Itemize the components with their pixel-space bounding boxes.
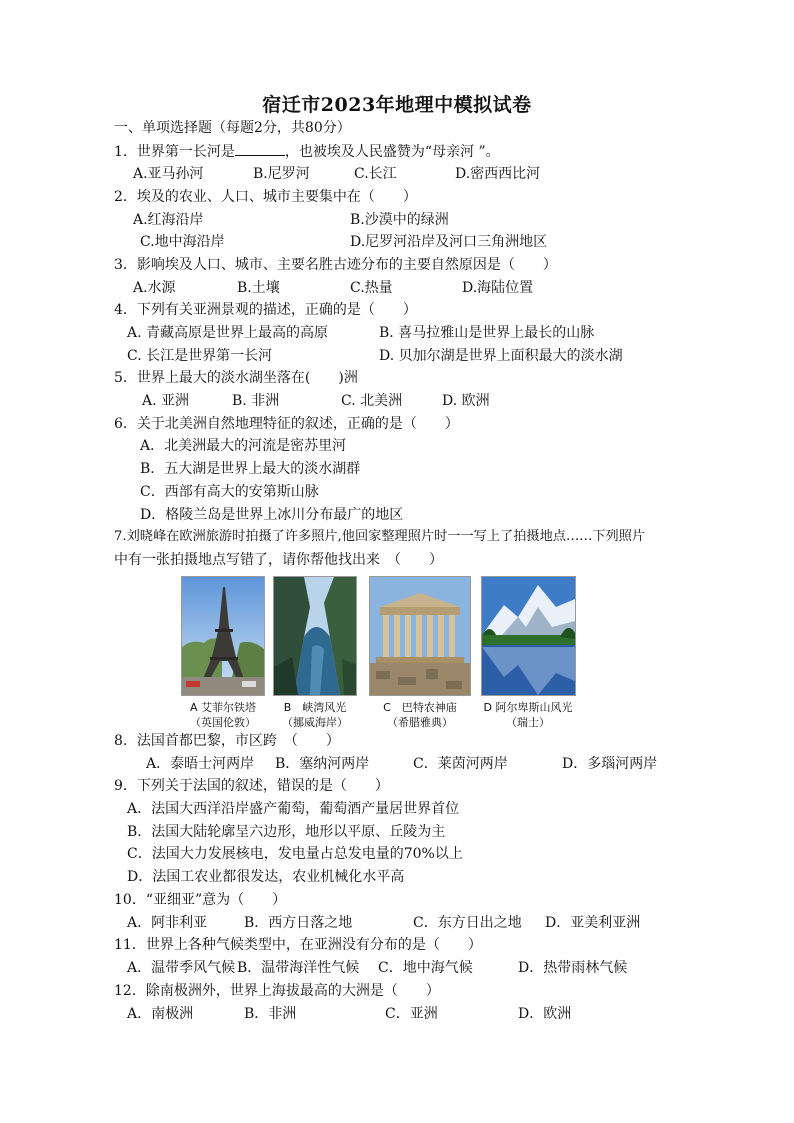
q1-option-b: B.尼罗河 bbox=[253, 166, 310, 182]
q5-option-d: D. 欧洲 bbox=[442, 393, 490, 409]
q10-option-d: D．亚美利亚洲 bbox=[545, 915, 641, 931]
question-12-stem: 12．除南极洲外，世界上海拔最高的大洲是（ ） bbox=[114, 983, 440, 999]
q3-option-b: B.土壤 bbox=[237, 280, 280, 296]
photo-eiffel-tower bbox=[181, 576, 265, 696]
question-2-stem: 2．埃及的农业、人口、城市主要集中在（ ） bbox=[114, 189, 417, 205]
q3-option-a: A.水源 bbox=[133, 280, 176, 296]
q12-option-b: B．非洲 bbox=[244, 1006, 297, 1022]
q2-option-d: D.尼罗河沿岸及河口三角洲地区 bbox=[350, 234, 548, 250]
q8-option-c: C．莱茵河两岸 bbox=[413, 756, 508, 772]
q6-option-a: A．北美洲最大的河流是密苏里河 bbox=[140, 438, 347, 454]
question-8-stem: 8．法国首都巴黎，市区跨 （ ） bbox=[114, 733, 340, 749]
q5-option-b: B. 非洲 bbox=[232, 393, 280, 409]
q1-stem-part2: ，也被埃及人民盛赞为“母亲河 ”。 bbox=[284, 144, 500, 160]
photo-b-caption: B 峡湾风光 bbox=[283, 701, 347, 714]
q11-option-c: C．地中海气候 bbox=[378, 960, 473, 976]
q5-option-a: A. 亚洲 bbox=[142, 393, 190, 409]
q9-option-c: C．法国大力发展核电，发电量占总发电量的70%以上 bbox=[127, 846, 463, 862]
q10-option-c: C．东方日出之地 bbox=[413, 915, 522, 931]
photo-a-location: （英国伦敦） bbox=[190, 716, 256, 729]
q1-option-a: A.亚马孙河 bbox=[133, 166, 204, 182]
q2-option-a: A.红海沿岸 bbox=[133, 212, 204, 228]
question-4-stem: 4．下列有关亚洲景观的描述，正确的是（ ） bbox=[114, 302, 417, 318]
q4-option-b: B. 喜马拉雅山是世界上最长的山脉 bbox=[379, 325, 595, 341]
q8-option-a: A．泰晤士河两岸 bbox=[146, 756, 255, 772]
question-1-stem bbox=[114, 141, 500, 162]
q10-option-a: A．阿非利亚 bbox=[127, 915, 208, 931]
q1-option-d: D.密西西比河 bbox=[455, 166, 541, 182]
section-heading: 一、单项选择题（每题2分，共80分） bbox=[114, 120, 351, 136]
q2-option-c: C.地中海沿岸 bbox=[140, 234, 225, 250]
q11-option-d: D．热带雨林气候 bbox=[518, 960, 628, 976]
q8-option-d: D．多瑙河两岸 bbox=[562, 756, 658, 772]
q6-option-b: B．五大湖是世界上最大的淡水湖群 bbox=[140, 461, 361, 477]
question-7-stem-line2: 中有一张拍摄地点写错了，请你帮他找出来 （ ） bbox=[114, 552, 443, 568]
question-9-stem: 9．下列关于法国的叙述，错误的是（ ） bbox=[114, 778, 389, 794]
page-title: 宿迁市2023年地理中模拟试卷 bbox=[262, 94, 532, 116]
question-10-stem: 10．“亚细亚”意为（ ） bbox=[114, 892, 287, 908]
q9-option-d: D．法国工农业都很发达，农业机械化水平高 bbox=[127, 869, 405, 885]
photo-d-location: （瑞士） bbox=[506, 716, 550, 729]
photo-a-caption: A 艾菲尔铁塔 bbox=[189, 701, 257, 714]
q2-option-b: B.沙漠中的绿洲 bbox=[350, 212, 449, 228]
q11-option-b: B．温带海洋性气候 bbox=[237, 960, 360, 976]
q12-option-c: C．亚洲 bbox=[385, 1006, 438, 1022]
question-5-stem: 5．世界上最大的淡水湖坐落在( )洲 bbox=[114, 370, 358, 386]
photo-c-caption: C 巴特农神庙 bbox=[383, 701, 457, 714]
q12-option-d: D．欧洲 bbox=[518, 1006, 572, 1022]
q8-option-b: B．塞纳河两岸 bbox=[275, 756, 370, 772]
q4-option-c: C. 长江是世界第一长河 bbox=[127, 348, 273, 364]
photo-d-caption: D 阿尔卑斯山风光 bbox=[483, 701, 573, 714]
q6-option-c: C．西部有高大的安第斯山脉 bbox=[140, 484, 319, 500]
question-6-stem: 6．关于北美洲自然地理特征的叙述，正确的是（ ） bbox=[114, 416, 459, 432]
q3-option-c: C.热量 bbox=[350, 280, 393, 296]
q12-option-a: A．南极洲 bbox=[127, 1006, 194, 1022]
q4-option-a: A. 青藏高原是世界上最高的高原 bbox=[127, 325, 329, 341]
photo-parthenon bbox=[369, 576, 471, 696]
q11-option-a: A．温带季风气候 bbox=[127, 960, 236, 976]
photo-b-location: （挪威海岸） bbox=[282, 716, 348, 729]
q9-option-b: B．法国大陆轮廓呈六边形，地形以平原、丘陵为主 bbox=[127, 824, 446, 840]
question-3-stem: 3．影响埃及人口、城市、主要名胜古迹分布的主要自然原因是（ ） bbox=[114, 257, 557, 273]
answer-blank bbox=[235, 141, 285, 156]
q1-stem-part1: 1．世界第一长河是 bbox=[114, 144, 235, 160]
photo-alps bbox=[481, 576, 576, 696]
photo-fjord bbox=[273, 576, 357, 696]
q9-option-a: A．法国大西洋沿岸盛产葡萄，葡萄酒产量居世界首位 bbox=[127, 801, 460, 817]
question-7-stem-line1: 7.刘晓峰在欧洲旅游时拍摄了许多照片,他回家整理照片时一一写上了拍摄地点……下列照片 bbox=[114, 529, 646, 544]
photo-c-location: （希腊雅典） bbox=[387, 716, 453, 729]
q6-option-d: D．格陵兰岛是世界上冰川分布最广的地区 bbox=[140, 507, 404, 523]
q4-option-d: D. 贝加尔湖是世界上面积最大的淡水湖 bbox=[379, 348, 623, 364]
question-11-stem: 11．世界上各种气候类型中，在亚洲没有分布的是（ ） bbox=[114, 937, 482, 953]
q1-option-c: C.长江 bbox=[354, 166, 397, 182]
q5-option-c: C. 北美洲 bbox=[341, 393, 403, 409]
q3-option-d: D.海陆位置 bbox=[462, 280, 534, 296]
q10-option-b: B．西方日落之地 bbox=[244, 915, 353, 931]
